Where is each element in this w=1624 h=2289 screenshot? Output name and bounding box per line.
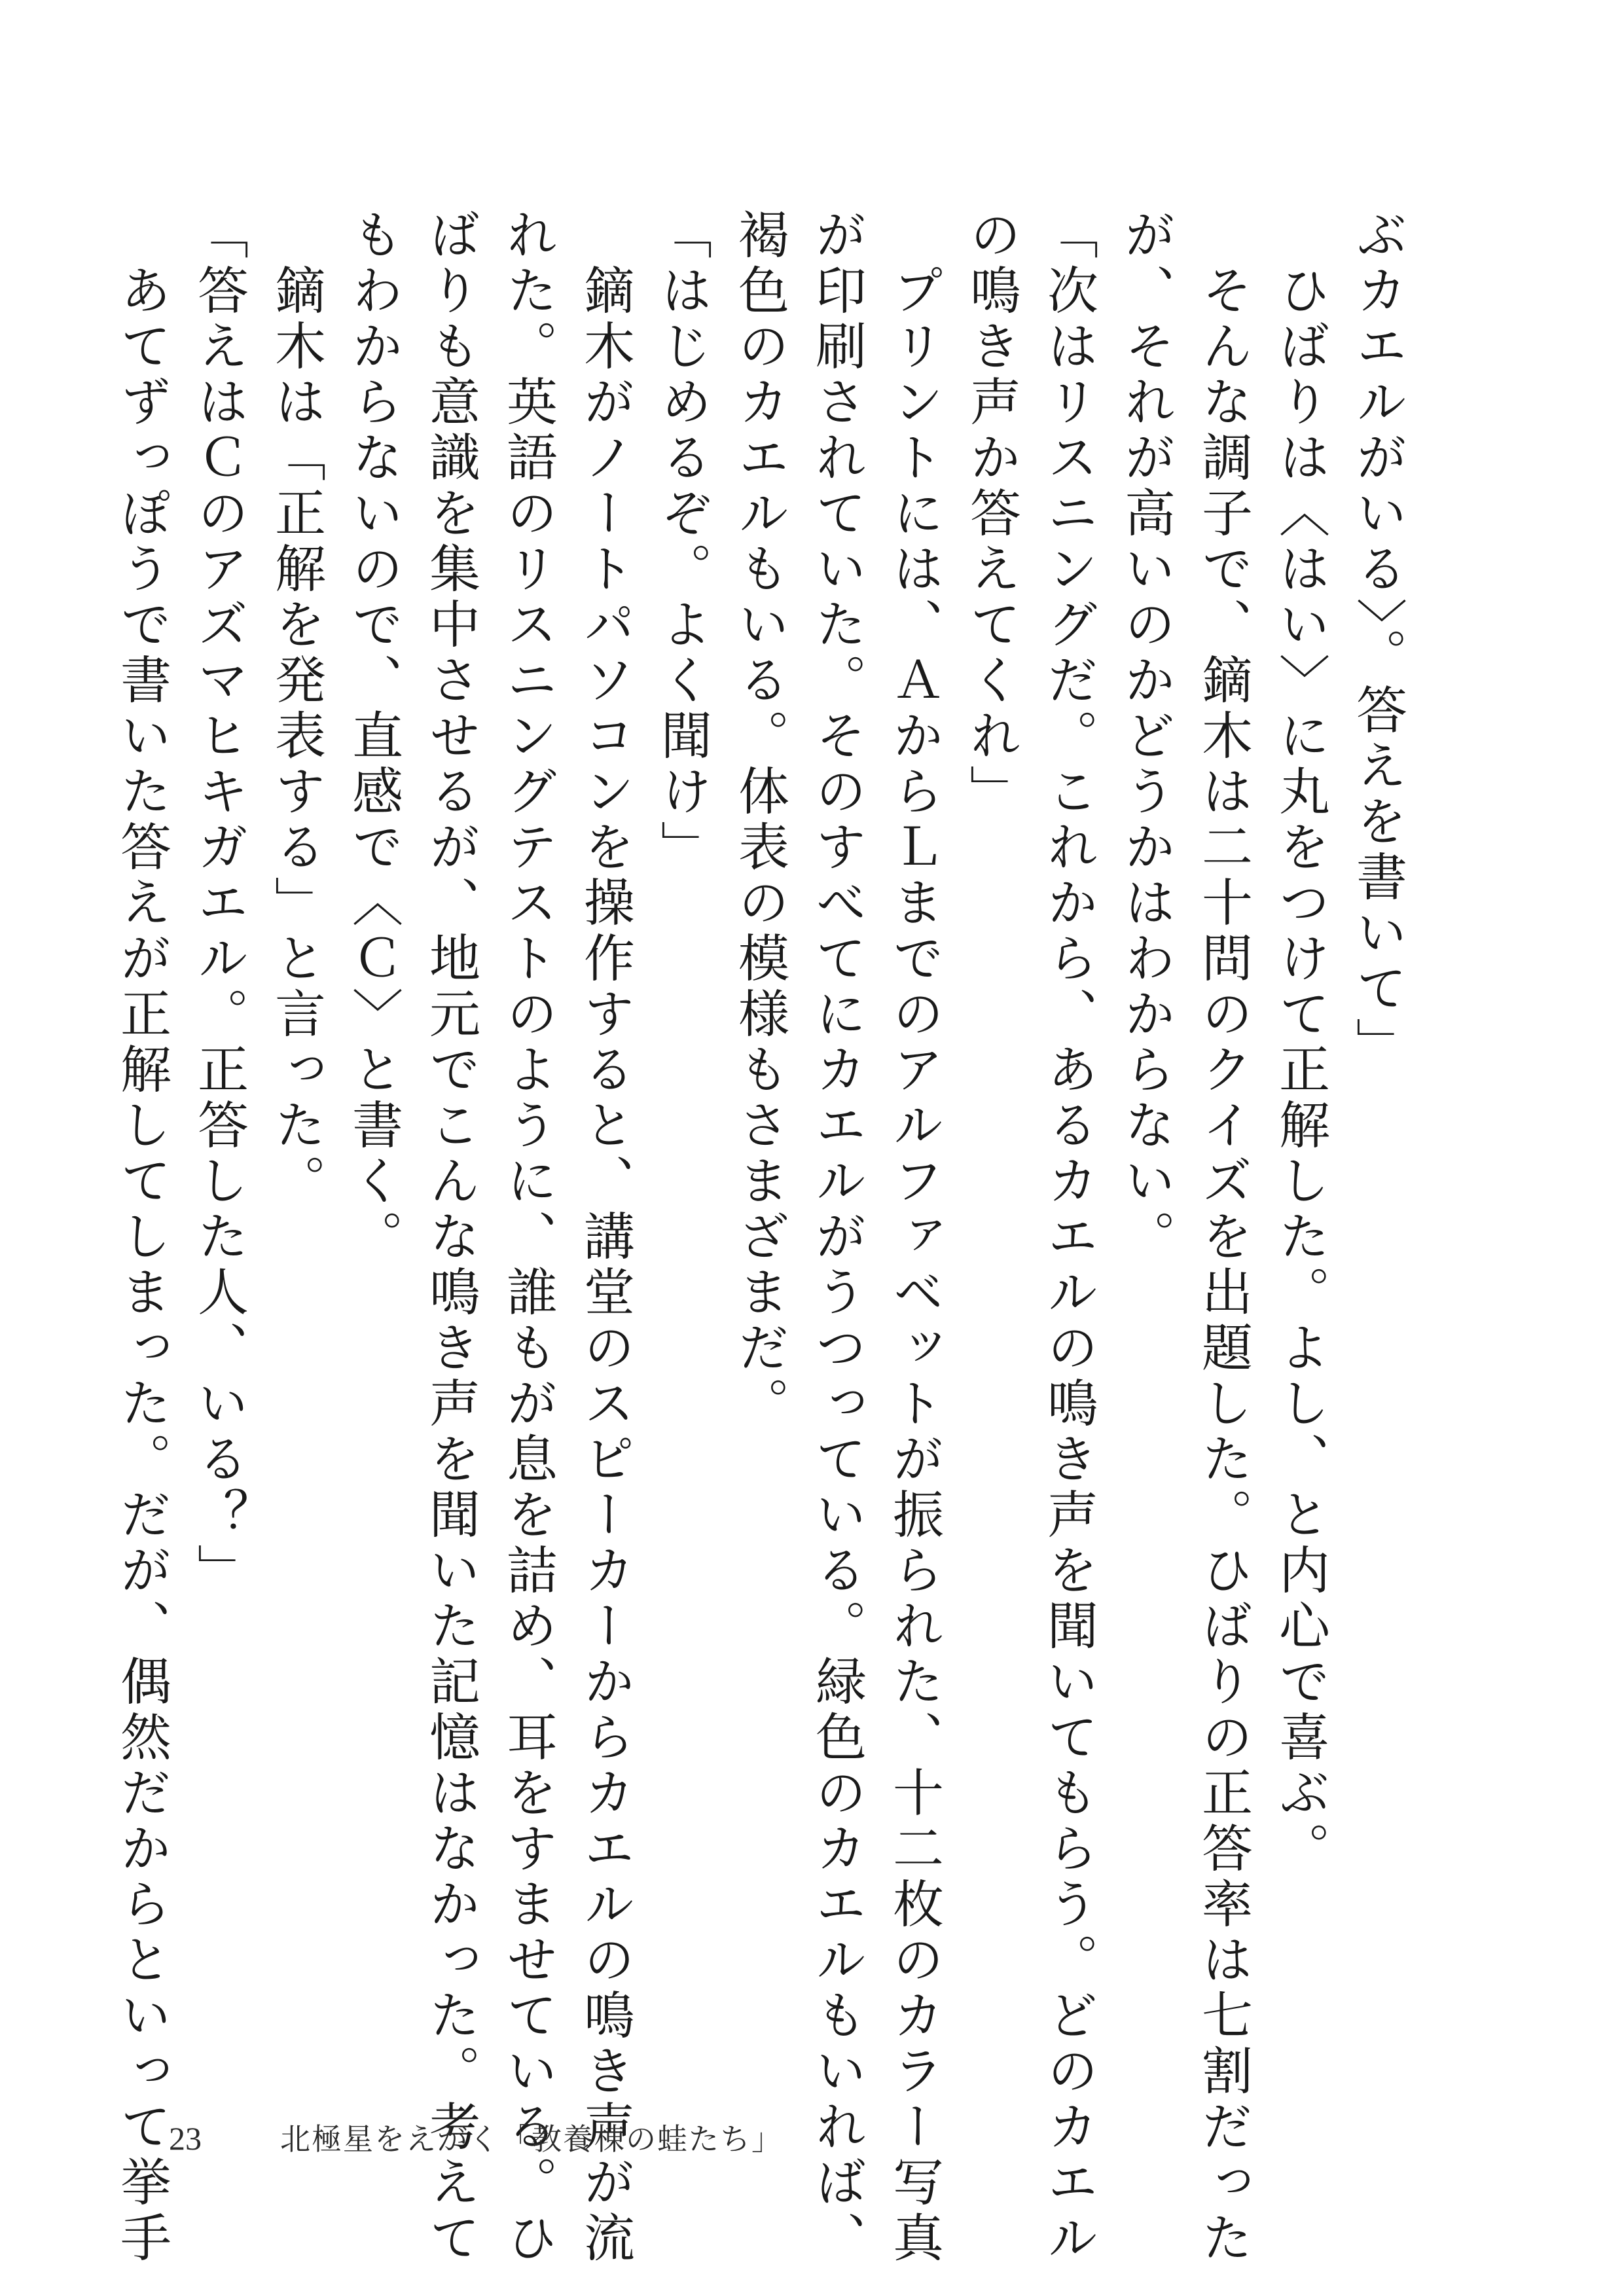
text-line: 鏑木がノートパソコンを操作すると、講堂のスピーカーからカエルの鳴き声が流 xyxy=(575,208,634,2267)
text-line: 「次はリスニングだ。これから、あるカエルの鳴き声を聞いてもらう。どのカエル xyxy=(1039,208,1098,2267)
page-footer xyxy=(169,2116,783,2155)
running-title: 北極星をえがく「教養棟の蛙たち」 xyxy=(280,2121,783,2157)
text-line: もわからないので、直感で〈Ｃ〉と書く。 xyxy=(344,208,403,1265)
text-line: 「はじめるぞ。よく聞け」 xyxy=(653,208,712,876)
text-line: 褐色のカエルもいる。体表の模様もさまざまだ。 xyxy=(730,208,789,1432)
text-line: あてずっぽうで書いた答えが正解してしまった。だが、偶然だからといって挙手 xyxy=(112,208,171,2267)
text-line: ひばりは〈はい〉に丸をつけて正解した。よし、と内心で喜ぶ。 xyxy=(1271,208,1329,1877)
text-line: 鏑木は「正解を発表する」と言った。 xyxy=(266,208,325,1210)
text-line: れた。英語のリスニングテストのように、誰もが息を詰め、耳をすませている。ひ xyxy=(498,208,557,2267)
text-line: ぶカエルがいる〉。答えを書いて」 xyxy=(1348,208,1407,1073)
text-line: が印刷されていた。そのすべてにカエルがうつっている。緑色のカエルもいれば、 xyxy=(807,208,866,2267)
text-line: そんな調子で、鏑木は二十問のクイズを出題した。ひばりの正答率は七割だった xyxy=(1193,208,1252,2267)
text-line: の鳴き声か答えてくれ」 xyxy=(962,208,1020,820)
page-number: 23 xyxy=(169,2120,202,2157)
text-line: プリントには、ＡからＬまでのアルファベットが振られた、十二枚のカラー写真 xyxy=(884,208,943,2267)
text-line: 「答えはＣのアズマヒキガエル。正答した人、いる？」 xyxy=(189,208,248,1599)
text-line: ばりも意識を集中させるが、地元でこんな鳴き声を聞いた記憶はなかった。考えて xyxy=(421,208,480,2267)
text-line: が、それが高いのかどうかはわからない。 xyxy=(1116,208,1175,1265)
